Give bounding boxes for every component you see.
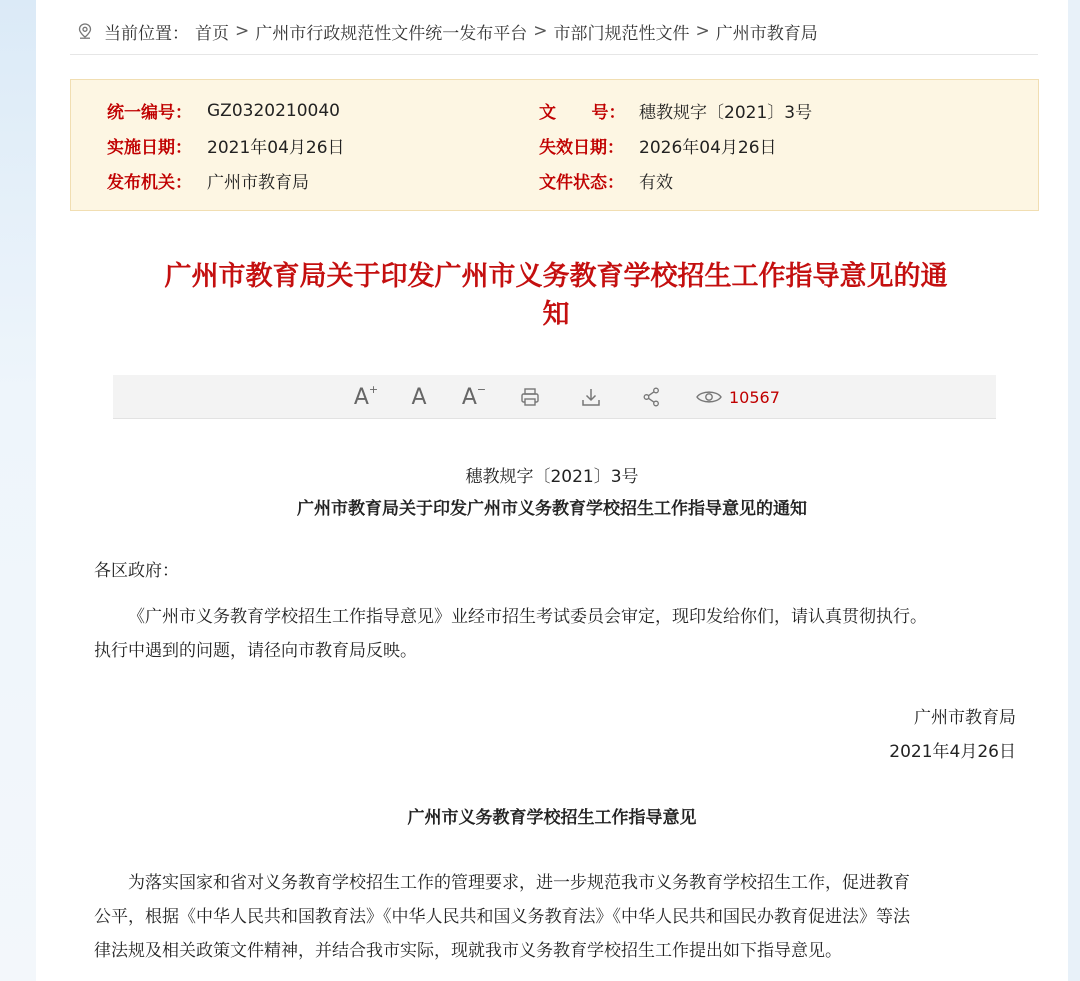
- meta-expiry-value: 2026年04月26日: [639, 138, 777, 158]
- salutation: 各区政府：: [94, 561, 179, 581]
- download-button[interactable]: [578, 383, 604, 411]
- increase-font-button[interactable]: [351, 383, 381, 411]
- paragraph-guidance: [94, 866, 1016, 968]
- breadcrumb-separator: >: [533, 21, 548, 41]
- document-metadata-box: [70, 79, 1039, 211]
- paragraph-line: 公平，根据《中华人民共和国教育法》《中华人民共和国义务教育法》《中华人民共和国民办教育促进法》等法: [94, 907, 910, 927]
- download-icon: [580, 386, 602, 408]
- print-button[interactable]: [517, 383, 543, 411]
- content-page: [36, 0, 1068, 981]
- print-icon: [519, 386, 541, 408]
- meta-docno: [539, 98, 812, 123]
- document-subtitle: 广州市教育局关于印发广州市义务教育学校招生工作指导意见的通知: [297, 499, 807, 519]
- breadcrumb-prefix: 当前位置：: [104, 23, 189, 44]
- paragraph-notice: [94, 600, 1016, 668]
- section-title: 广州市义务教育学校招生工作指导意见: [407, 808, 697, 828]
- document-number: 穗教规字〔2021〕3号: [465, 467, 639, 487]
- meta-effective-value: 2021年04月26日: [207, 138, 345, 158]
- breadcrumb: [76, 16, 818, 46]
- meta-docno-value: 穗教规字〔2021〕3号: [639, 103, 813, 123]
- signature-date: 2021年4月26日: [889, 742, 1016, 762]
- signature-issuer: 广州市教育局: [914, 708, 1016, 728]
- normal-font-button[interactable]: [405, 383, 433, 411]
- meta-issuer: [107, 168, 309, 193]
- decrease-font-icon: A−: [461, 382, 487, 410]
- meta-serial: [107, 98, 340, 123]
- breadcrumb-item-home[interactable]: 首页: [195, 23, 229, 44]
- meta-docno-label: 文 号：: [539, 103, 626, 123]
- meta-effective-label: 实施日期：: [107, 138, 192, 158]
- meta-row: [71, 133, 1038, 159]
- breadcrumb-separator: >: [695, 21, 710, 41]
- breadcrumb-item-platform[interactable]: 广州市行政规范性文件统一发布平台: [255, 23, 528, 44]
- meta-status: [539, 168, 673, 193]
- breadcrumb-divider: [70, 54, 1038, 55]
- meta-expiry-label: 失效日期：: [539, 138, 624, 158]
- document-title-line: 广州市教育局关于印发广州市义务教育学校招生工作指导意见的通: [164, 261, 948, 292]
- document-title: [126, 258, 986, 334]
- normal-font-icon: A: [411, 384, 427, 410]
- meta-serial-value: GZ0320210040: [207, 100, 340, 121]
- paragraph-line: 《广州市义务教育学校招生工作指导意见》业经市招生考试委员会审定，现印发给你们，请认真贯彻执行。: [128, 607, 927, 627]
- breadcrumb-separator: >: [235, 21, 250, 41]
- meta-issuer-value: 广州市教育局: [207, 173, 309, 193]
- paragraph-line: 执行中遇到的问题，请径向市教育局反映。: [94, 641, 417, 661]
- meta-effective: [107, 133, 345, 158]
- page-background-right: [1068, 0, 1080, 981]
- reading-toolbar: [113, 375, 996, 419]
- paragraph-line: 为落实国家和省对义务教育学校招生工作的管理要求，进一步规范我市义务教育学校招生工作，促进教育: [128, 873, 910, 893]
- meta-status-label: 文件状态：: [539, 173, 624, 193]
- meta-row: [71, 98, 1038, 124]
- eye-icon: [695, 388, 723, 406]
- meta-issuer-label: 发布机关：: [107, 173, 192, 193]
- breadcrumb-item-education-bureau[interactable]: 广州市教育局: [715, 23, 818, 44]
- breadcrumb-item-department-docs[interactable]: 市部门规范性文件: [553, 23, 690, 44]
- document-title-line: 知: [542, 299, 570, 330]
- meta-serial-label: 统一编号：: [107, 103, 192, 123]
- share-icon: [641, 386, 663, 408]
- meta-expiry: [539, 133, 777, 158]
- increase-font-icon: A+: [353, 382, 379, 410]
- decrease-font-button[interactable]: [459, 383, 489, 411]
- share-button[interactable]: [639, 383, 665, 411]
- view-count-value: 10567: [729, 387, 780, 407]
- meta-row: [71, 168, 1038, 194]
- page-background-left: [0, 0, 36, 981]
- view-count: [695, 383, 785, 411]
- location-pin-icon: [76, 22, 94, 40]
- paragraph-line: 律法规及相关政策文件精神，并结合我市实际，现就我市义务教育学校招生工作提出如下指导意见。: [94, 941, 842, 961]
- meta-status-value: 有效: [639, 173, 673, 193]
